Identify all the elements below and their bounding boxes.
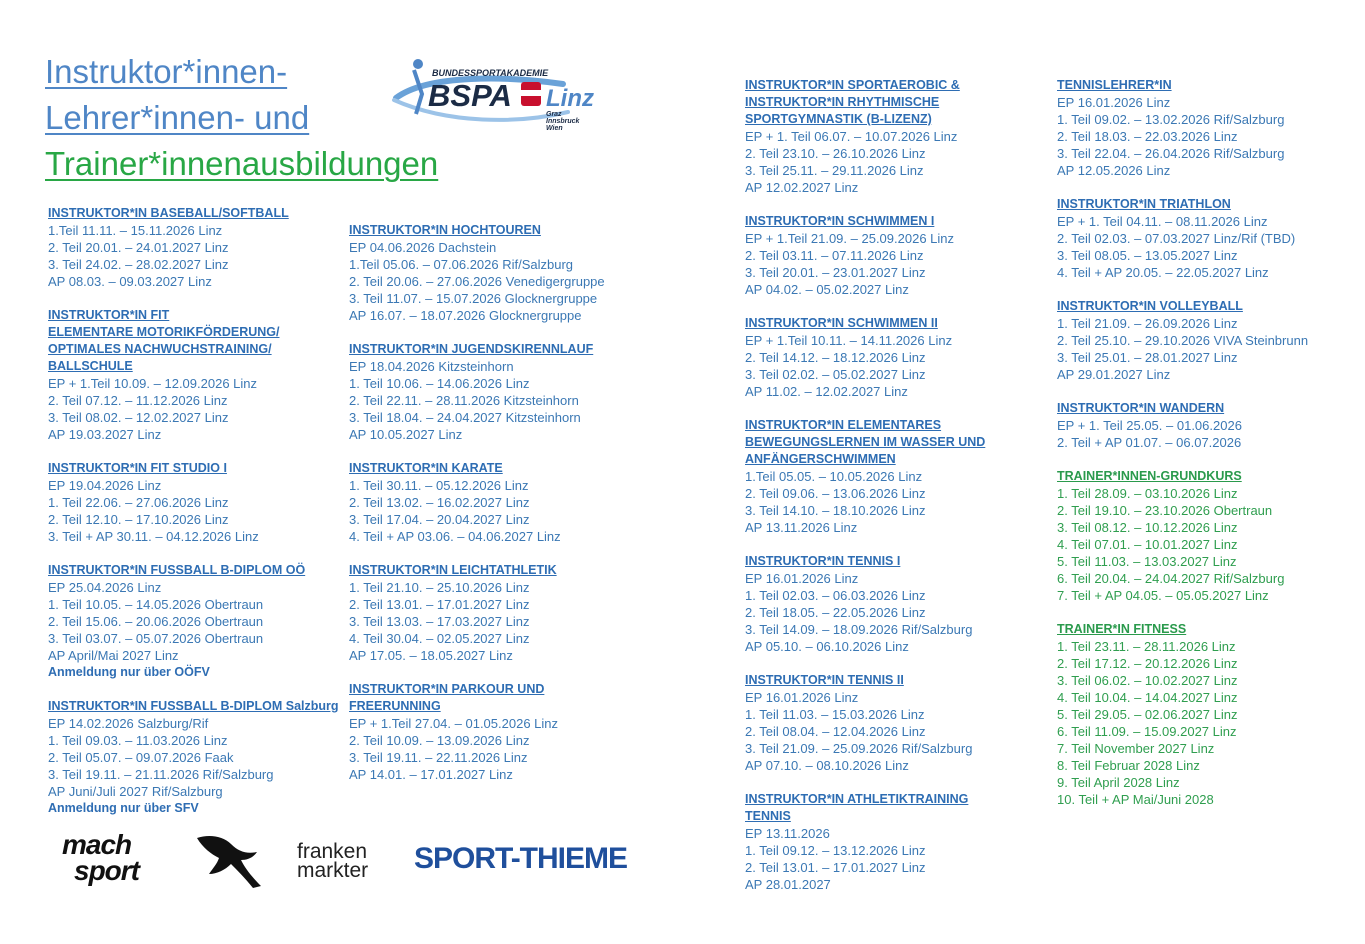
course-heading: INSTRUKTOR*IN FUSSBALL B-DIPLOM Salzburg <box>48 699 339 713</box>
course-block <box>1057 196 1308 281</box>
course-block <box>745 672 985 774</box>
course-date-line: 2. Teil 08.04. – 12.04.2026 Linz <box>745 724 926 739</box>
course-heading: FREERUNNING <box>349 699 441 713</box>
course-date-line: 3. Teil + AP 30.11. – 04.12.2026 Linz <box>48 529 259 544</box>
course-heading: ANFÄNGERSCHWIMMEN <box>745 452 896 466</box>
course-block <box>745 417 985 536</box>
course-date-line: EP + 1.Teil 21.09. – 25.09.2026 Linz <box>745 231 955 246</box>
course-heading: INSTRUKTOR*IN FIT <box>48 308 170 322</box>
course-heading: INSTRUKTOR*IN VOLLEYBALL <box>1057 299 1243 313</box>
course-heading: INSTRUKTOR*IN RHYTHMISCHE <box>745 95 940 109</box>
course-block <box>349 341 605 443</box>
puma-logo <box>195 830 267 895</box>
course-date-line: 1. Teil 10.05. – 14.05.2026 Obertraun <box>48 597 264 612</box>
svg-text:Wien: Wien <box>546 125 563 132</box>
course-block <box>1057 468 1308 604</box>
frankenmarkter-logo: franken markter <box>297 840 369 882</box>
course-date-line: 1. Teil 09.03. – 11.03.2026 Linz <box>48 733 228 748</box>
course-date-line: AP 19.03.2027 Linz <box>48 427 162 442</box>
course-date-line: 2. Teil 14.12. – 18.12.2026 Linz <box>745 350 926 365</box>
column-3 <box>745 77 985 910</box>
course-date-line: EP 18.04.2026 Kitzsteinhorn <box>349 359 514 374</box>
course-date-line: AP April/Mai 2027 Linz <box>48 648 179 663</box>
course-block <box>1057 621 1308 808</box>
course-heading: INSTRUKTOR*IN PARKOUR UND <box>349 682 545 696</box>
registration-note: Anmeldung nur über OÖFV <box>48 665 210 679</box>
course-heading: INSTRUKTOR*IN ELEMENTARES <box>745 418 942 432</box>
course-date-line: AP 05.10. – 06.10.2026 Linz <box>745 639 909 654</box>
course-heading: INSTRUKTOR*IN HOCHTOUREN <box>349 223 541 237</box>
course-date-line: AP Juni/Juli 2027 Rif/Salzburg <box>48 784 223 799</box>
svg-text:Innsbruck: Innsbruck <box>546 118 580 125</box>
course-heading: BEWEGUNGSLERNEN IM WASSER UND <box>745 435 986 449</box>
logo-top-text: BUNDESSPORTAKADEMIE <box>432 68 549 78</box>
course-heading: SPORTGYMNASTIK (B-LIZENZ) <box>745 112 932 126</box>
course-date-line: 2. Teil 07.12. – 11.12.2026 Linz <box>48 393 228 408</box>
course-date-line: 2. Teil 23.10. – 26.10.2026 Linz <box>745 146 926 161</box>
course-date-line: 3. Teil 25.01. – 28.01.2027 Linz <box>1057 350 1238 365</box>
course-date-line: 3. Teil 24.02. – 28.02.2027 Linz <box>48 257 229 272</box>
column-2 <box>349 222 605 800</box>
course-heading: BALLSCHULE <box>48 359 133 373</box>
course-date-line: EP 16.01.2026 Linz <box>745 690 859 705</box>
course-date-line: 9. Teil April 2028 Linz <box>1057 775 1180 790</box>
logo-city-text: Linz <box>546 85 594 112</box>
course-date-line: AP 10.05.2027 Linz <box>349 427 463 442</box>
course-date-line: 2. Teil 18.05. – 22.05.2026 Linz <box>745 605 926 620</box>
course-heading: TENNISLEHRER*IN <box>1057 78 1172 92</box>
course-date-line: 6. Teil 11.09. – 15.09.2027 Linz <box>1057 724 1237 739</box>
course-heading: INSTRUKTOR*IN FUSSBALL B-DIPLOM OÖ <box>48 563 306 577</box>
logo-main-text: BSPA <box>428 78 512 113</box>
course-date-line: 2. Teil 19.10. – 23.10.2026 Obertraun <box>1057 503 1273 518</box>
course-block <box>1057 298 1308 383</box>
bspa-logo <box>388 54 608 134</box>
course-date-line: 2. Teil 02.03. – 07.03.2027 Linz/Rif (TBD) <box>1057 231 1296 246</box>
course-date-line: EP 13.11.2026 <box>745 826 830 841</box>
course-block <box>745 77 985 196</box>
course-date-line: 1.Teil 05.05. – 10.05.2026 Linz <box>745 469 923 484</box>
course-date-line: 2. Teil 15.06. – 20.06.2026 Obertraun <box>48 614 264 629</box>
course-block <box>745 553 985 655</box>
svg-text:Graz: Graz <box>546 111 562 118</box>
course-date-line: 3. Teil 17.04. – 20.04.2027 Linz <box>349 512 530 527</box>
course-date-line: AP 28.01.2027 <box>745 877 831 892</box>
course-date-line: 2. Teil 20.01. – 24.01.2027 Linz <box>48 240 229 255</box>
course-heading: INSTRUKTOR*IN FIT STUDIO I <box>48 461 227 475</box>
course-date-line: EP 25.04.2026 Linz <box>48 580 162 595</box>
course-date-line: 1.Teil 11.11. – 15.11.2026 Linz <box>48 223 223 238</box>
course-date-line: 3. Teil 18.04. – 24.04.2027 Kitzsteinhorn <box>349 410 581 425</box>
course-date-line: 3. Teil 14.10. – 18.10.2026 Linz <box>745 503 926 518</box>
course-date-line: EP + 1.Teil 27.04. – 01.05.2026 Linz <box>349 716 559 731</box>
course-block <box>48 205 339 290</box>
course-date-line: 1.Teil 05.06. – 07.06.2026 Rif/Salzburg <box>349 257 574 272</box>
course-heading: INSTRUKTOR*IN ATHLETIKTRAINING <box>745 792 969 806</box>
course-date-line: 3. Teil 11.07. – 15.07.2026 Glocknergruppe <box>349 291 598 306</box>
course-heading: INSTRUKTOR*IN KARATE <box>349 461 503 475</box>
course-date-line: EP + 1.Teil 10.09. – 12.09.2026 Linz <box>48 376 258 391</box>
course-block <box>48 460 339 545</box>
title-line-3: Trainer*innenausbildungen <box>45 145 439 182</box>
course-date-line: 3. Teil 06.02. – 10.02.2027 Linz <box>1057 673 1238 688</box>
course-date-line: 4. Teil + AP 03.06. – 04.06.2027 Linz <box>349 529 561 544</box>
course-date-line: 2. Teil 17.12. – 20.12.2026 Linz <box>1057 656 1238 671</box>
course-heading: INSTRUKTOR*IN SPORTAEROBIC & <box>745 78 960 92</box>
course-date-line: 3. Teil 14.09. – 18.09.2026 Rif/Salzburg <box>745 622 973 637</box>
course-heading: INSTRUKTOR*IN JUGENDSKIRENNLAUF <box>349 342 594 356</box>
course-date-line: 3. Teil 08.05. – 13.05.2027 Linz <box>1057 248 1238 263</box>
course-date-line: AP 13.11.2026 Linz <box>745 520 858 535</box>
course-date-line: 3. Teil 25.11. – 29.11.2026 Linz <box>745 163 924 178</box>
course-date-line: EP 16.01.2026 Linz <box>1057 95 1171 110</box>
course-block <box>1057 77 1308 179</box>
course-date-line: 1. Teil 09.12. – 13.12.2026 Linz <box>745 843 926 858</box>
course-date-line: 3. Teil 19.11. – 21.11.2026 Rif/Salzburg <box>48 767 274 782</box>
course-date-line: 3. Teil 13.03. – 17.03.2027 Linz <box>349 614 530 629</box>
course-date-line: 3. Teil 21.09. – 25.09.2026 Rif/Salzburg <box>745 741 973 756</box>
course-date-line: 1. Teil 30.11. – 05.12.2026 Linz <box>349 478 529 493</box>
course-date-line: EP + 1. Teil 25.05. – 01.06.2026 <box>1057 418 1242 433</box>
machsport-logo: mach sport <box>62 829 139 886</box>
course-date-line: EP 14.02.2026 Salzburg/Rif <box>48 716 209 731</box>
course-date-line: 2. Teil 13.01. – 17.01.2027 Linz <box>745 860 926 875</box>
course-date-line: EP + 1. Teil 04.11. – 08.11.2026 Linz <box>1057 214 1268 229</box>
course-date-line: AP 12.02.2027 Linz <box>745 180 859 195</box>
course-date-line: 2. Teil 12.10. – 17.10.2026 Linz <box>48 512 229 527</box>
course-date-line: AP 12.05.2026 Linz <box>1057 163 1171 178</box>
course-date-line: 1. Teil 21.10. – 25.10.2026 Linz <box>349 580 530 595</box>
course-block <box>48 698 339 817</box>
course-heading: OPTIMALES NACHWUCHSTRAINING/ <box>48 342 272 356</box>
course-date-line: EP 19.04.2026 Linz <box>48 478 162 493</box>
course-block <box>745 791 985 893</box>
course-date-line: 1. Teil 28.09. – 03.10.2026 Linz <box>1057 486 1238 501</box>
course-block <box>745 315 985 400</box>
course-date-line: 1. Teil 09.02. – 13.02.2026 Rif/Salzburg <box>1057 112 1285 127</box>
course-date-line: 2. Teil 25.10. – 29.10.2026 VIVA Steinbrunn <box>1057 333 1309 348</box>
course-date-line: 4. Teil + AP 20.05. – 22.05.2027 Linz <box>1057 265 1269 280</box>
course-date-line: AP 04.02. – 05.02.2027 Linz <box>745 282 909 297</box>
course-date-line: 2. Teil + AP 01.07. – 06.07.2026 <box>1057 435 1242 450</box>
course-date-line: EP + 1. Teil 06.07. – 10.07.2026 Linz <box>745 129 958 144</box>
course-date-line: AP 29.01.2027 Linz <box>1057 367 1171 382</box>
course-date-line: 1. Teil 02.03. – 06.03.2026 Linz <box>745 588 926 603</box>
course-date-line: 3. Teil 08.12. – 10.12.2026 Linz <box>1057 520 1238 535</box>
course-block <box>48 562 339 681</box>
course-date-line: 8. Teil Februar 2028 Linz <box>1057 758 1200 773</box>
course-heading: ELEMENTARE MOTORIKFÖRDERUNG/ <box>48 325 280 339</box>
course-heading: INSTRUKTOR*IN SCHWIMMEN II <box>745 316 938 330</box>
course-date-line: EP 16.01.2026 Linz <box>745 571 859 586</box>
sport-thieme-logo: SPORT-THIEME <box>414 842 628 875</box>
column-4 <box>1057 77 1308 825</box>
course-date-line: 2. Teil 13.02. – 16.02.2027 Linz <box>349 495 530 510</box>
course-block <box>48 307 339 443</box>
course-date-line: 2. Teil 18.03. – 22.03.2026 Linz <box>1057 129 1238 144</box>
course-date-line: 2. Teil 13.01. – 17.01.2027 Linz <box>349 597 530 612</box>
course-date-line: 3. Teil 03.07. – 05.07.2026 Obertraun <box>48 631 264 646</box>
course-date-line: AP 11.02. – 12.02.2027 Linz <box>745 384 908 399</box>
course-date-line: 2. Teil 10.09. – 13.09.2026 Linz <box>349 733 530 748</box>
course-heading: INSTRUKTOR*IN SCHWIMMEN I <box>745 214 935 228</box>
course-date-line: 4. Teil 10.04. – 14.04.2027 Linz <box>1057 690 1238 705</box>
course-date-line: 3. Teil 08.02. – 12.02.2027 Linz <box>48 410 229 425</box>
title-line-1: Instruktor*innen- <box>45 53 288 90</box>
course-block <box>349 562 605 664</box>
course-date-line: 4. Teil 07.01. – 10.01.2027 Linz <box>1057 537 1238 552</box>
course-heading: INSTRUKTOR*IN BASEBALL/SOFTBALL <box>48 206 289 220</box>
course-date-line: 1. Teil 11.03. – 15.03.2026 Linz <box>745 707 925 722</box>
course-date-line: 2. Teil 05.07. – 09.07.2026 Faak <box>48 750 234 765</box>
course-date-line: AP 14.01. – 17.01.2027 Linz <box>349 767 513 782</box>
course-block <box>1057 400 1308 451</box>
course-date-line: 2. Teil 09.06. – 13.06.2026 Linz <box>745 486 926 501</box>
course-date-line: 7. Teil + AP 04.05. – 05.05.2027 Linz <box>1057 588 1269 603</box>
course-date-line: AP 08.03. – 09.03.2027 Linz <box>48 274 212 289</box>
course-heading: INSTRUKTOR*IN LEICHTATHLETIK <box>349 563 557 577</box>
course-date-line: 3. Teil 19.11. – 22.11.2026 Linz <box>349 750 528 765</box>
course-date-line: 1. Teil 23.11. – 28.11.2026 Linz <box>1057 639 1236 654</box>
course-date-line: 3. Teil 20.01. – 23.01.2027 Linz <box>745 265 926 280</box>
course-date-line: 1. Teil 21.09. – 26.09.2026 Linz <box>1057 316 1238 331</box>
course-date-line: 3. Teil 02.02. – 05.02.2027 Linz <box>745 367 926 382</box>
title-line-2: Lehrer*innen- und <box>45 99 310 136</box>
course-date-line: 1. Teil 22.06. – 27.06.2026 Linz <box>48 495 229 510</box>
course-heading: INSTRUKTOR*IN TENNIS I <box>745 554 901 568</box>
course-date-line: AP 17.05. – 18.05.2027 Linz <box>349 648 513 663</box>
course-date-line: 1. Teil 10.06. – 14.06.2026 Linz <box>349 376 530 391</box>
course-date-line: AP 07.10. – 08.10.2026 Linz <box>745 758 909 773</box>
course-block <box>349 460 605 545</box>
course-date-line: 5. Teil 29.05. – 02.06.2027 Linz <box>1057 707 1238 722</box>
course-date-line: 4. Teil 30.04. – 02.05.2027 Linz <box>349 631 530 646</box>
course-heading: INSTRUKTOR*IN TRIATHLON <box>1057 197 1231 211</box>
course-date-line: 2. Teil 20.06. – 27.06.2026 Venedigergruppe <box>349 274 605 289</box>
course-heading: TRAINER*INNEN-GRUNDKURS <box>1057 469 1242 483</box>
course-heading: INSTRUKTOR*IN TENNIS II <box>745 673 904 687</box>
course-heading: TRAINER*IN FITNESS <box>1057 622 1187 636</box>
course-date-line: 6. Teil 20.04. – 24.04.2027 Rif/Salzburg <box>1057 571 1285 586</box>
column-1 <box>48 205 339 834</box>
course-date-line: 5. Teil 11.03. – 13.03.2027 Linz <box>1057 554 1237 569</box>
course-heading: TENNIS <box>745 809 791 823</box>
course-date-line: EP + 1.Teil 10.11. – 14.11.2026 Linz <box>745 333 953 348</box>
course-date-line: AP 16.07. – 18.07.2026 Glocknergruppe <box>349 308 582 323</box>
course-date-line: 2. Teil 03.11. – 07.11.2026 Linz <box>745 248 924 263</box>
course-heading: INSTRUKTOR*IN WANDERN <box>1057 401 1225 415</box>
course-date-line: 2. Teil 22.11. – 28.11.2026 Kitzsteinhorn <box>349 393 579 408</box>
course-date-line: 10. Teil + AP Mai/Juni 2028 <box>1057 792 1214 807</box>
registration-note: Anmeldung nur über SFV <box>48 801 199 815</box>
course-date-line: EP 04.06.2026 Dachstein <box>349 240 497 255</box>
course-date-line: 7. Teil November 2027 Linz <box>1057 741 1215 756</box>
course-block <box>745 213 985 298</box>
course-block <box>349 222 605 324</box>
course-date-line: 3. Teil 22.04. – 26.04.2026 Rif/Salzburg <box>1057 146 1285 161</box>
course-block <box>349 681 605 783</box>
